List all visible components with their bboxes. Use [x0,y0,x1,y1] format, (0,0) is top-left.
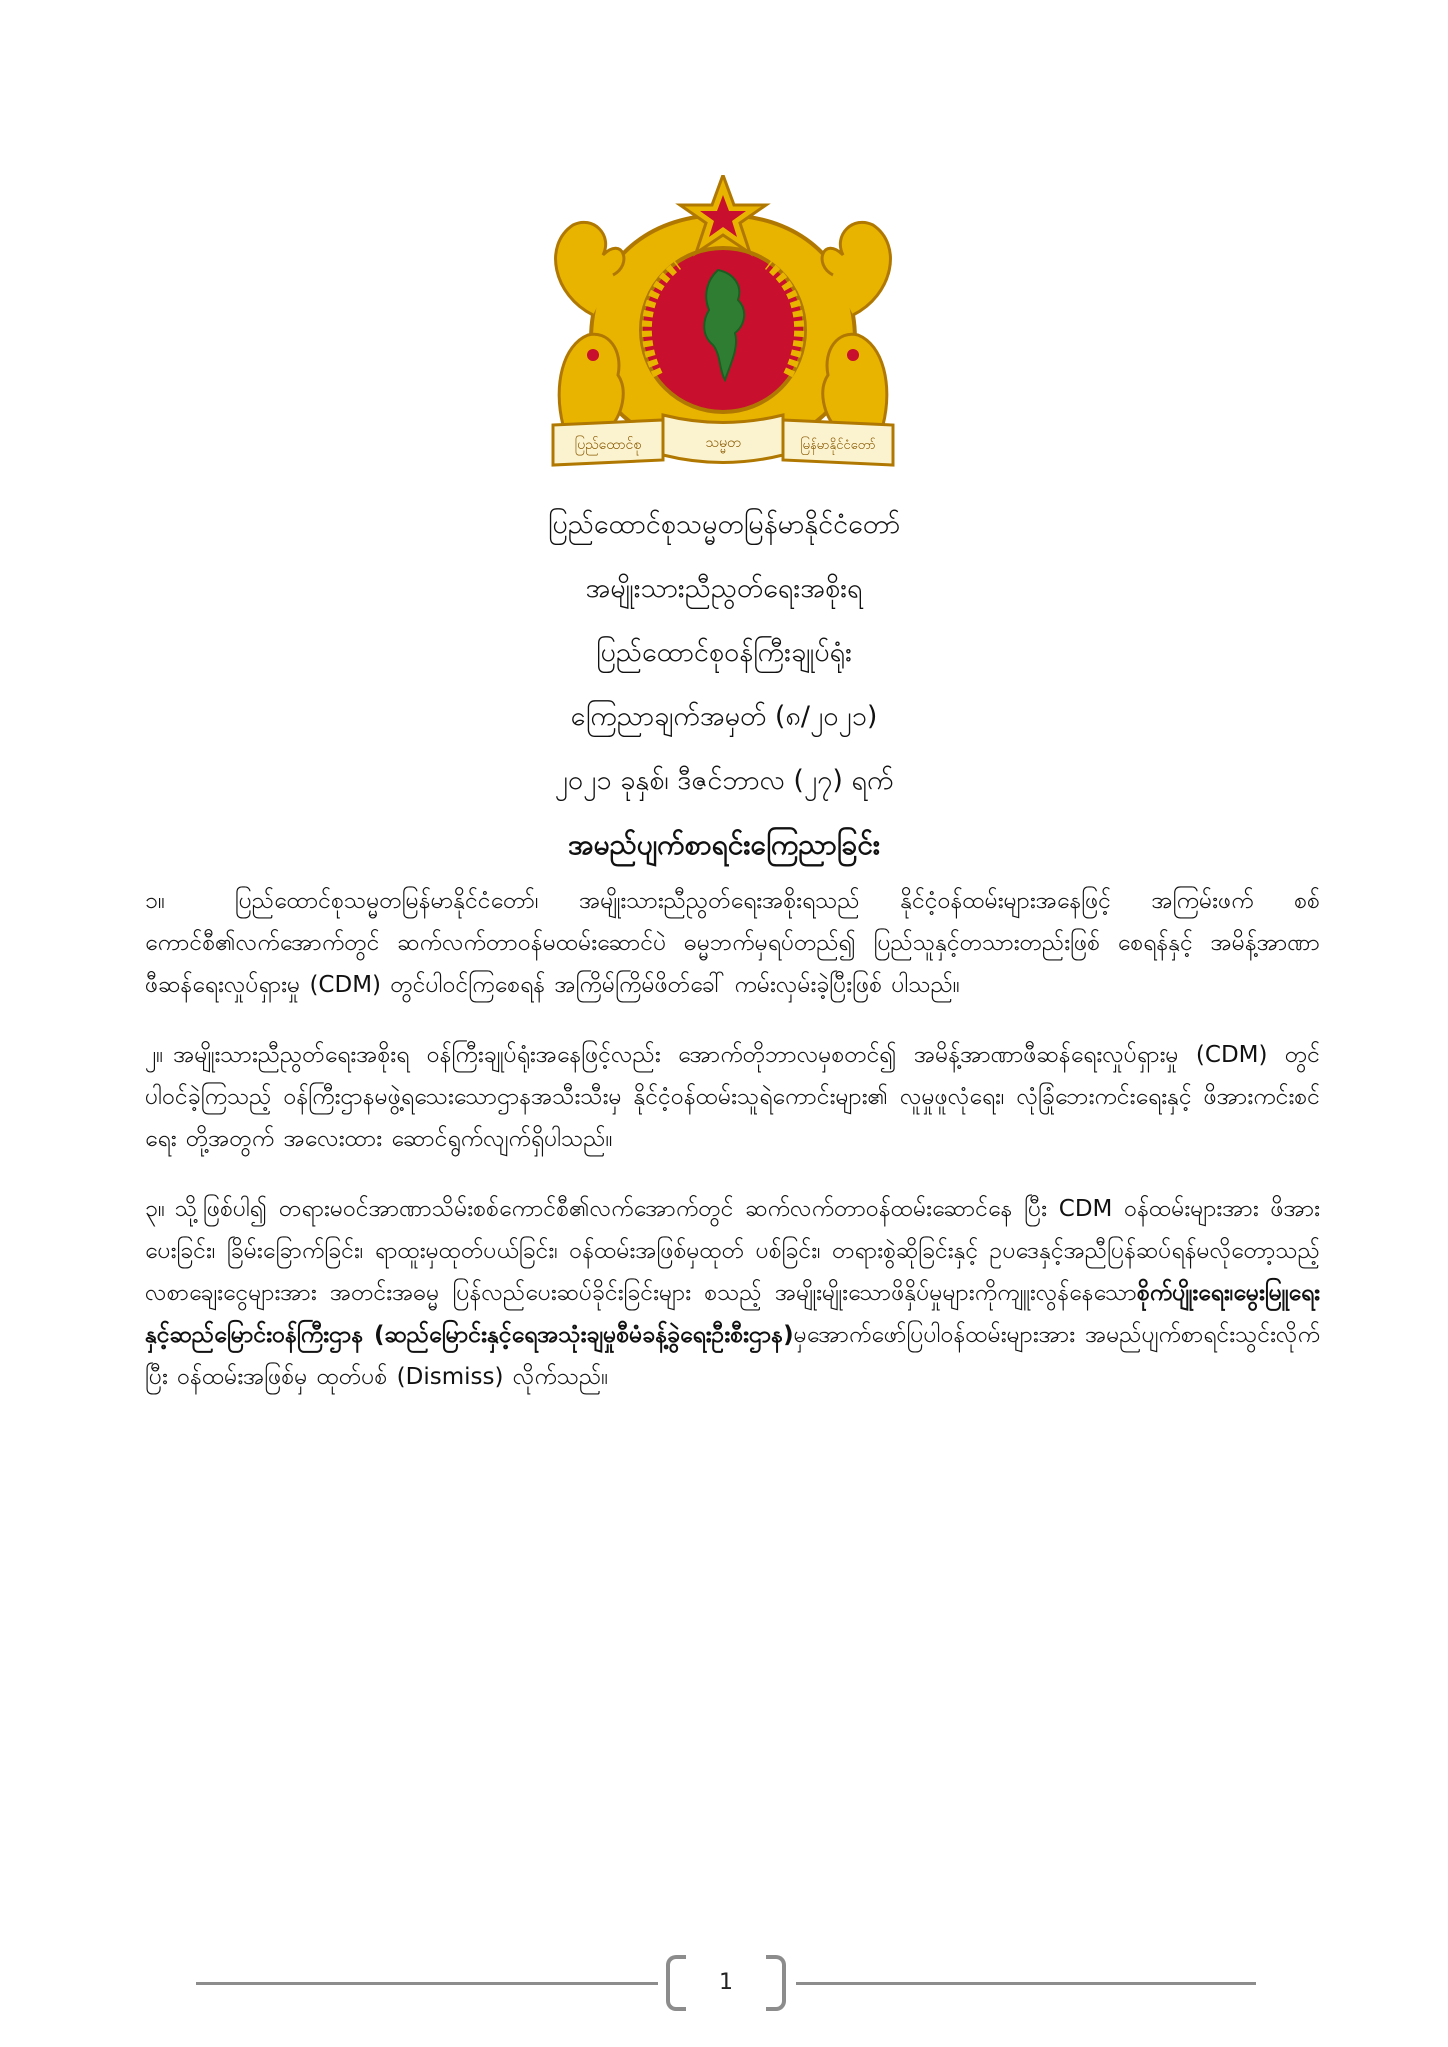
state-emblem-icon [533,175,913,475]
paragraph-1-number: ၁။ [145,888,165,914]
emblem-ribbon-center: သမ္မတ [705,435,741,451]
paragraph-3-ministry: စိုက်ပျိုးရေး၊မွေးမြူရေးနှင့်ဆည်မြောင်းဝန်ကြီးဌာန (ဆည်မြောင်းနှင့်ရေအသုံးချမှုစီမံခန့်ခွဲရေးဦးစီးဌာန) [145,1280,1320,1348]
paragraph-2-text: အမျိုးသားညီညွတ်ရေးအစိုးရ ဝန်ကြီးချုပ်ရုံးအနေဖြင့်လည်း အောက်တိုဘာလမှစတင်၍ အမိန့်အာဏာဖီဆန်ရေးလှုပ်ရှားမှု (CDM) တွင်ပါဝင်ခဲ့ကြသည့် ဝန်ကြီးဌာနမဖွဲ့ရသေးသောဌာနအသီးသီးမှ နိုင်ငံ့ဝန်ထမ်းသူရဲကောင်းများ၏ လူမှုဖူလုံရေး၊ လုံခြုံဘေးကင်းရေးနှင့် ဖိအားကင်းစင်ရေး တို့အတွက် အလေးထား ဆောင်ရွက်လျက်ရှိပါသည်။ [145,1042,1320,1152]
paragraph-2 [145,1034,1320,1160]
paragraph-3-text-a: သို့ဖြစ်ပါ၍ တရားမဝင်အာဏာသိမ်းစစ်ကောင်စီ၏လက်အောက်တွင် ဆက်လက်တာဝန်ထမ်းဆောင်နေ ပြီး CDM ဝန်ထမ်းများအား ဖိအားပေးခြင်း၊ ခြိမ်းခြောက်ခြင်း၊ ရာထူးမှထုတ်ပယ်ခြင်း၊ ဝန်ထမ်းအဖြစ်မှထုတ် ပစ်ခြင်း၊ တရားစွဲဆိုခြင်းနှင့် ဥပဒေနှင့်အညီပြန်ဆပ်ရန်မလိုတော့သည့် လစာချေးငွေများအား အတင်းအဓမ္မ ပြန်လည်ပေးဆပ်ခိုင်းခြင်းများ စသည့် အမျိုးမျိုးသောဖိနှိပ်မှုများကိုကျူးလွန်နေသော [145,1196,1320,1306]
paragraph-3-number: ၃။ [145,1196,165,1222]
footer-brace-right [766,1955,786,2011]
paragraph-2-number: ၂။ [145,1042,164,1068]
announcement-date: ၂၀၂၁ ခုနှစ်၊ ဒီဇင်ဘာလ (၂၇) ရက် [554,765,894,796]
footer-brace-left [666,1955,686,2011]
emblem-ribbon-left: ပြည်ထောင်စု [574,437,642,453]
paragraph-3-text-b: မှအောက်ဖော်ပြပါဝန်ထမ်းများအား အမည်ပျက်စာရင်းသွင်းလိုက်ပြီး ဝန်ထမ်းအဖြစ်မှ ထုတ်ပစ် (Dismiss) လိုက်သည်။ [145,1322,1320,1390]
announcement-number: ကြေညာချက်အမှတ် (၈/၂၀၂၁) [570,701,878,732]
footer-rule-left [196,1982,658,1985]
government-name: အမျိုးသားညီညွတ်ရေးအစိုးရ [585,573,863,604]
emblem-ribbon-right: မြန်မာနိုင်ငံတော် [800,438,876,453]
paragraph-3 [145,1188,1320,1398]
document-header [200,505,1248,865]
office-name: ပြည်ထောင်စုဝန်ကြီးချုပ်ရုံး [595,637,853,668]
announcement-body [145,880,1320,1426]
state-emblem [533,175,913,475]
paragraph-1 [145,880,1320,1006]
country-name: ပြည်ထောင်စုသမ္မတမြန်မာနိုင်ငံတော် [547,509,901,540]
footer-rule-right [796,1982,1256,1985]
announcement-title: အမည်ပျက်စာရင်းကြေညာခြင်း [567,828,881,861]
page-footer [196,1955,1256,2011]
page-number: 1 [719,1970,733,1995]
paragraph-1-text: ပြည်ထောင်စုသမ္မတမြန်မာနိုင်ငံတော်၊ အမျိုးသားညီညွတ်ရေးအစိုးရသည် နိုင်ငံ့ဝန်ထမ်းများအနေဖြင့် အကြမ်းဖက် စစ်ကောင်စီ၏လက်အောက်တွင် ဆက်လက်တာဝန်မထမ်းဆောင်ပဲ ဓမ္မဘက်မှရပ်တည်၍ ပြည်သူနှင့်တသားတည်းဖြစ် စေရန်နှင့် အမိန့်အာဏာဖီဆန်ရေးလှုပ်ရှားမှု (CDM) တွင်ပါဝင်ကြစေရန် အကြိမ်ကြိမ်ဖိတ်ခေါ် ကမ်းလှမ်းခဲ့ပြီးဖြစ် ပါသည်။ [145,888,1320,998]
